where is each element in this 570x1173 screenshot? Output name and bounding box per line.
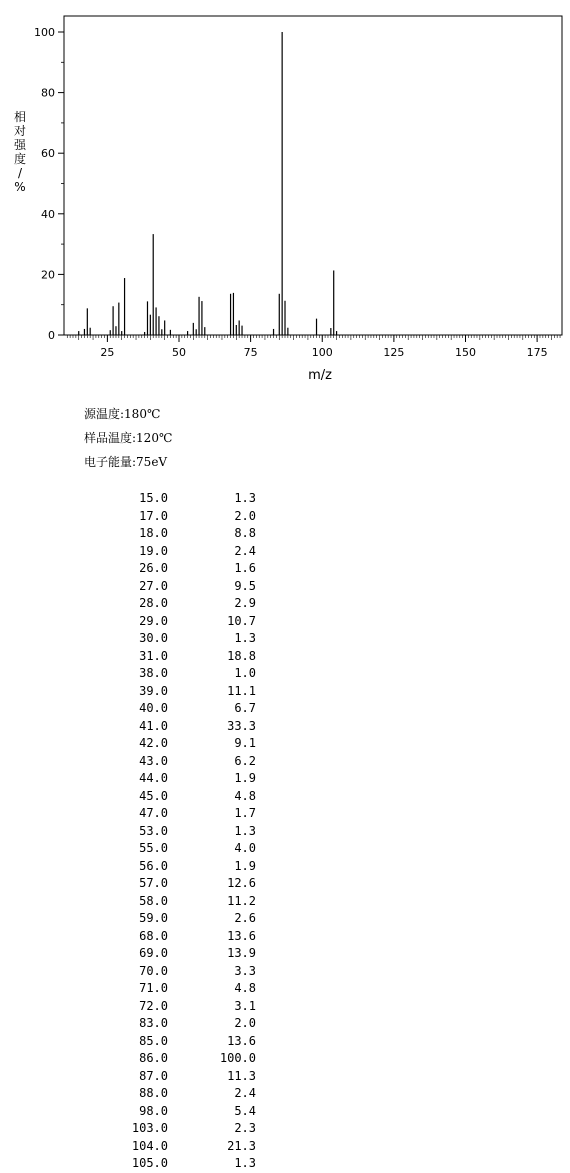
x-tick-label: 150 — [455, 346, 476, 359]
peak-intensity: 18.8 — [227, 648, 256, 663]
peak-mz: 57.0 — [139, 876, 168, 890]
peak-row — [100, 718, 256, 736]
peak-intensity: 11.3 — [227, 1068, 256, 1083]
peak-mz: 58.0 — [139, 893, 168, 908]
peak-mz: 38.0 — [139, 666, 168, 680]
peak-mz: 105.0 — [131, 1156, 168, 1170]
peak-row — [100, 928, 256, 946]
peak-intensity: 100.0 — [219, 1051, 256, 1065]
peak-intensity: 12.6 — [227, 876, 256, 890]
peak-mz: 41.0 — [139, 718, 168, 733]
peak-intensity: 2.9 — [234, 596, 256, 610]
peak-intensity: 1.0 — [234, 666, 256, 680]
peak-intensity: 1.3 — [234, 631, 256, 645]
peak-mz: 103.0 — [131, 1121, 168, 1135]
peak-intensity: 13.9 — [227, 946, 256, 960]
peak-intensity: 10.7 — [227, 613, 256, 628]
peak-intensity: 6.7 — [234, 701, 256, 715]
peak-intensity: 3.1 — [234, 998, 256, 1013]
peak-intensity: 2.3 — [234, 1121, 256, 1135]
peak-mz: 42.0 — [139, 736, 168, 750]
peak-row — [100, 543, 256, 561]
peak-mz: 47.0 — [139, 806, 168, 820]
peak-row — [100, 805, 256, 823]
peak-mz: 72.0 — [139, 998, 168, 1013]
peak-row — [100, 893, 256, 911]
peak-row — [100, 560, 256, 578]
sample-temperature: 样品温度:120℃ — [84, 431, 173, 445]
peak-row — [100, 980, 256, 998]
peak-row — [100, 648, 256, 666]
x-tick-label: 75 — [243, 346, 258, 359]
peak-row — [100, 840, 256, 858]
peak-mz: 28.0 — [139, 596, 168, 610]
peak-mz: 18.0 — [139, 526, 168, 540]
peak-intensity: 2.6 — [234, 911, 256, 925]
peak-row — [100, 683, 256, 701]
peak-row — [100, 788, 256, 806]
peak-mz: 39.0 — [139, 683, 168, 698]
plot-border — [64, 16, 562, 335]
peak-intensity: 21.3 — [227, 1138, 256, 1153]
peak-intensity: 3.3 — [234, 963, 256, 978]
peak-mz: 56.0 — [139, 858, 168, 873]
peak-intensity: 13.6 — [227, 928, 256, 943]
peak-row — [100, 700, 256, 718]
peak-row — [100, 998, 256, 1016]
peak-intensity: 2.4 — [234, 543, 256, 558]
y-axis-title — [14, 109, 27, 194]
peak-mz: 30.0 — [139, 631, 168, 645]
acquisition-conditions — [84, 402, 172, 474]
peak-row — [100, 823, 256, 841]
x-tick-label: 125 — [383, 346, 405, 359]
y-axis-title-char: / — [17, 166, 23, 180]
peak-mz: 69.0 — [139, 946, 168, 960]
peak-row — [100, 490, 256, 508]
peak-mz: 104.0 — [131, 1138, 168, 1153]
peak-mz: 68.0 — [139, 928, 168, 943]
mass-spectrum-chart — [0, 0, 570, 390]
peak-intensity: 4.0 — [234, 841, 256, 855]
peak-mz: 86.0 — [139, 1051, 168, 1065]
peak-row — [100, 525, 256, 543]
peak-row — [100, 1033, 256, 1051]
y-axis-title-char: 相 — [13, 110, 27, 124]
peak-row — [100, 1103, 256, 1121]
peak-intensity: 9.1 — [234, 736, 256, 750]
peak-intensity: 1.6 — [234, 561, 256, 575]
y-tick-label: 60 — [41, 147, 55, 161]
peak-intensity: 2.0 — [234, 508, 256, 523]
y-tick-label: 20 — [41, 268, 55, 282]
peak-row — [100, 770, 256, 788]
peak-row — [100, 595, 256, 613]
peak-mz: 85.0 — [139, 1033, 168, 1048]
y-axis-ticks — [34, 26, 64, 342]
x-minor-ticks — [67, 335, 560, 340]
peak-mz: 40.0 — [139, 701, 168, 715]
peak-bars — [79, 32, 337, 335]
peak-row — [100, 875, 256, 893]
peak-intensity: 1.9 — [234, 771, 256, 785]
peak-row — [100, 963, 256, 981]
peak-mz: 98.0 — [139, 1103, 168, 1118]
peak-row — [100, 910, 256, 928]
peak-mz: 45.0 — [139, 788, 168, 803]
peak-mz: 55.0 — [139, 841, 168, 855]
peak-row — [100, 858, 256, 876]
peak-row — [100, 630, 256, 648]
peak-intensity: 1.3 — [234, 823, 256, 838]
y-axis-title-char: 对 — [13, 124, 27, 138]
x-axis-ticks — [100, 335, 547, 359]
peak-row — [100, 753, 256, 771]
peak-mz: 83.0 — [139, 1016, 168, 1030]
peak-intensity: 11.2 — [227, 893, 256, 908]
peak-row — [100, 1155, 256, 1173]
peak-intensity: 1.3 — [234, 1156, 256, 1170]
peak-mz: 59.0 — [139, 911, 168, 925]
peak-mz: 43.0 — [139, 753, 168, 768]
peak-intensity: 33.3 — [227, 718, 256, 733]
peak-mz: 27.0 — [139, 578, 168, 593]
x-tick-label: 25 — [100, 346, 115, 359]
peak-row — [100, 1085, 256, 1103]
peak-intensity: 4.8 — [234, 788, 256, 803]
x-axis-title: m/z — [308, 368, 332, 383]
peak-intensity: 2.0 — [234, 1016, 256, 1030]
peak-intensity: 5.4 — [234, 1103, 256, 1118]
peak-row — [100, 1068, 256, 1086]
peak-intensity: 1.7 — [234, 806, 256, 820]
peak-table — [100, 490, 256, 1173]
peak-mz: 15.0 — [139, 491, 168, 505]
peak-row — [100, 1138, 256, 1156]
peak-intensity: 11.1 — [227, 683, 256, 698]
y-axis-title-char: % — [14, 180, 26, 194]
peak-mz: 17.0 — [139, 508, 168, 523]
peak-mz: 53.0 — [139, 823, 168, 838]
peak-intensity: 1.9 — [234, 858, 256, 873]
peak-intensity: 4.8 — [234, 981, 256, 995]
peak-mz: 71.0 — [139, 981, 168, 995]
peak-intensity: 9.5 — [234, 578, 256, 593]
y-tick-label: 0 — [48, 329, 55, 342]
x-tick-label: 100 — [311, 346, 333, 359]
y-tick-label: 100 — [34, 26, 55, 39]
peak-row — [100, 613, 256, 631]
peak-mz: 31.0 — [139, 648, 168, 663]
peak-mz: 88.0 — [139, 1086, 168, 1100]
peak-mz: 19.0 — [139, 543, 168, 558]
peak-row — [100, 1050, 256, 1068]
peak-row — [100, 508, 256, 526]
peak-row — [100, 578, 256, 596]
peak-row — [100, 1015, 256, 1033]
peak-mz: 29.0 — [139, 613, 168, 628]
peak-row — [100, 1120, 256, 1138]
peak-intensity: 1.3 — [234, 491, 256, 505]
peak-intensity: 6.2 — [234, 753, 256, 768]
peak-intensity: 8.8 — [234, 526, 256, 540]
y-tick-label: 80 — [41, 86, 55, 100]
peak-row — [100, 665, 256, 683]
peak-intensity: 2.4 — [234, 1086, 256, 1100]
y-axis-title-char: 度 — [13, 152, 27, 166]
peak-mz: 87.0 — [139, 1068, 168, 1083]
source-temperature: 源温度:180℃ — [84, 407, 161, 421]
y-tick-label: 40 — [41, 207, 55, 221]
peak-row — [100, 945, 256, 963]
peak-intensity: 13.6 — [227, 1033, 256, 1048]
peak-mz: 44.0 — [139, 771, 168, 785]
peak-mz: 26.0 — [139, 561, 168, 575]
x-tick-label: 175 — [526, 346, 548, 359]
y-axis-title-char: 强 — [13, 138, 27, 152]
peak-row — [100, 735, 256, 753]
electron-energy: 电子能量:75eV — [84, 455, 168, 469]
peak-mz: 70.0 — [139, 963, 168, 978]
plot-frame — [64, 16, 562, 335]
x-tick-label: 50 — [172, 346, 186, 359]
